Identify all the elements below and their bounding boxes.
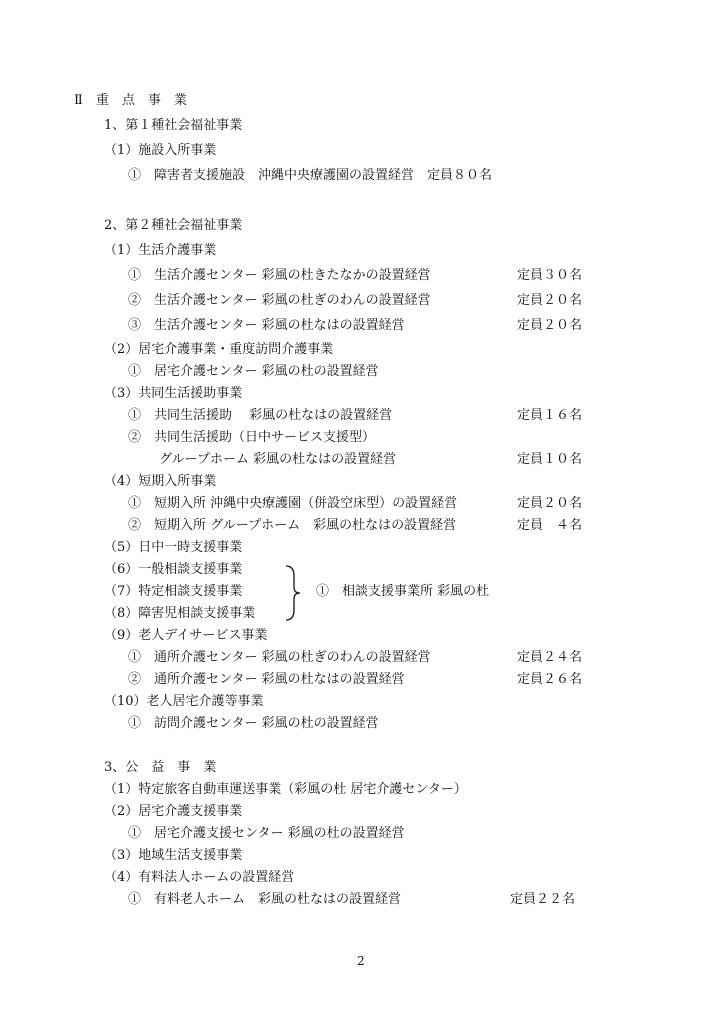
s3-sub4: （4）有料法人ホームの設置経営 xyxy=(104,870,295,885)
s2-sub1-item-capacity: 定員２０名 xyxy=(517,318,583,333)
s2-sub1-item: ③ 生活介護センター 彩風の杜なはの設置経営 xyxy=(128,318,405,333)
s2-sub10-item: ① 訪問介護センター 彩風の杜の設置経営 xyxy=(128,716,379,731)
s2-sub3-item-cont: グループホーム 彩風の杜なはの設置経営 xyxy=(159,452,397,467)
s2-sub2-item: ① 居宅介護センター 彩風の杜の設置経営 xyxy=(128,364,379,379)
s2-sub8: （8）障害児相談支援事業 xyxy=(104,606,256,621)
s2-sub9-item: ② 通所介護センター 彩風の杜なはの設置経営 xyxy=(128,672,405,687)
s2-sub3-item-capacity: 定員１６名 xyxy=(517,408,583,423)
s3-sub4-item: ① 有料老人ホーム 彩風の杜なはの設置経営 xyxy=(128,892,402,907)
s2-sub4-item: ② 短期入所 グループホーム 彩風の杜なはの設置経営 xyxy=(128,518,457,533)
s2-sub4-item: ① 短期入所 沖縄中央療護園（併設空床型）の設置経営 xyxy=(128,496,458,511)
s2-sub9: （9）老人デイサービス事業 xyxy=(104,628,268,643)
s2-sub5: （5）日中一時支援事業 xyxy=(104,540,243,555)
section-heading: Ⅱ 重 点 事 業 xyxy=(74,93,187,108)
s2-sub6: （6）一般相談支援事業 xyxy=(104,562,243,577)
s3-sub3: （3）地域生活支援事業 xyxy=(104,848,243,863)
s2-sub3-item-capacity: 定員１０名 xyxy=(517,452,583,467)
s2-sub10: （10）老人居宅介護等事業 xyxy=(104,694,264,709)
s2-sub3-item: ② 共同生活援助（日中サービス支援型） xyxy=(128,430,376,445)
s2-sub1-item-capacity: 定員２０名 xyxy=(517,293,583,308)
s2-sub2: （2）居宅介護事業・重度訪問介護事業 xyxy=(104,342,334,357)
s2-sub3: （3）共同生活援助事業 xyxy=(104,386,243,401)
s3-sub2-item: ① 居宅介護支援センター 彩風の杜の設置経営 xyxy=(128,826,405,841)
s2-sub1-item: ② 生活介護センター 彩風の杜ぎのわんの設置経営 xyxy=(128,293,431,308)
s2-sub1-item-capacity: 定員３０名 xyxy=(517,268,583,283)
s2-sub4: （4）短期入所事業 xyxy=(104,474,217,489)
s2-title: 2、第２種社会福祉事業 xyxy=(104,218,243,233)
s2-sub7: （7）特定相談支援事業 xyxy=(104,584,243,599)
page-number: 2 xyxy=(357,954,365,968)
s2-sub678-item: ① 相談支援事業所 彩風の杜 xyxy=(316,584,490,599)
s2-sub9-item-capacity: 定員２６名 xyxy=(517,672,583,687)
s1-item: ① 障害者支援施設 沖縄中央療護園の設置経営 定員８０名 xyxy=(128,168,493,183)
s2-sub1: （1）生活介護事業 xyxy=(104,243,217,258)
s2-sub4-item-capacity: 定員 ４名 xyxy=(517,518,583,533)
s2-sub3-item: ① 共同生活援助 彩風の杜なはの設置経営 xyxy=(128,408,393,423)
s2-sub1-item: ① 生活介護センター 彩風の杜きたなかの設置経営 xyxy=(128,268,431,283)
s2-sub9-item: ① 通所介護センター 彩風の杜ぎのわんの設置経営 xyxy=(128,650,431,665)
s3-sub1: （1）特定旅客自動車運送事業（彩風の杜 居宅介護センター） xyxy=(104,782,467,797)
s1-title: 1、第１種社会福祉事業 xyxy=(104,118,243,133)
s3-sub4-item-capacity: 定員２２名 xyxy=(510,892,576,907)
s2-sub9-item-capacity: 定員２４名 xyxy=(517,650,583,665)
s2-sub4-item-capacity: 定員２０名 xyxy=(517,496,583,511)
right-brace-icon xyxy=(284,564,302,622)
s3-sub2: （2）居宅介護支援事業 xyxy=(104,804,243,819)
s1-sub1: （1）施設入所事業 xyxy=(104,143,217,158)
s3-title: 3、公 益 事 業 xyxy=(104,760,217,775)
